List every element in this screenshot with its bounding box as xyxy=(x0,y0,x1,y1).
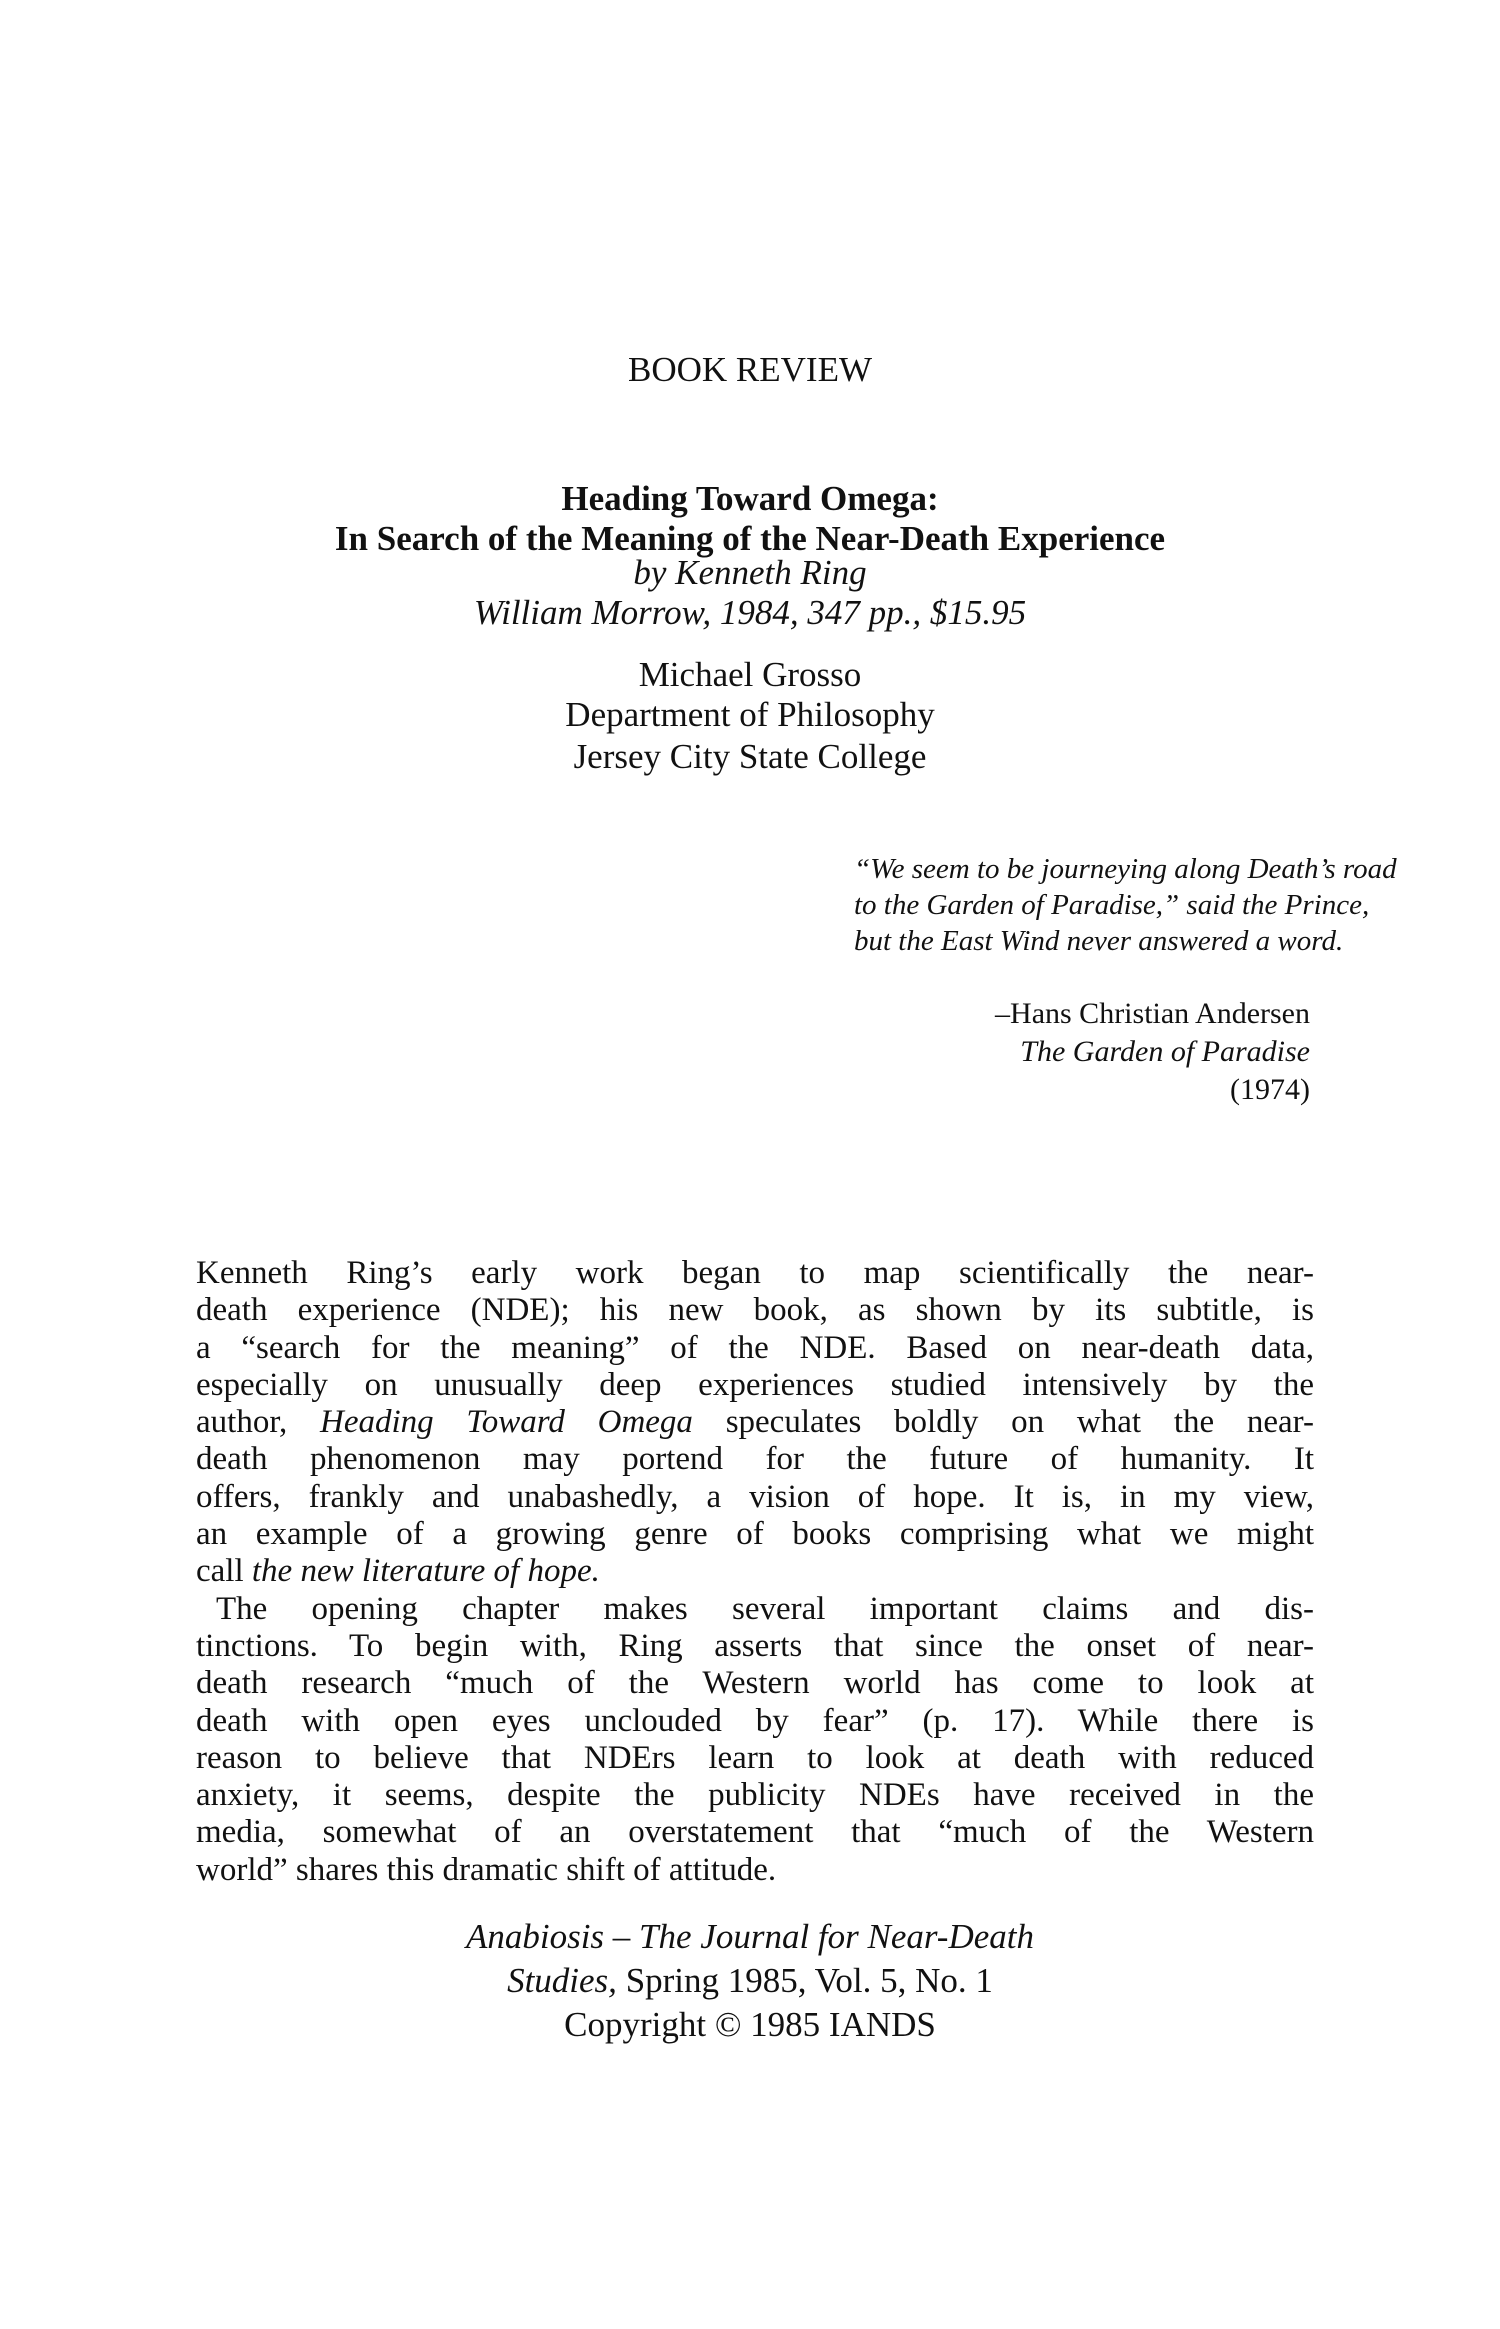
section-label: BOOK REVIEW xyxy=(628,350,872,389)
body-line xyxy=(196,1255,1314,1292)
body-line xyxy=(196,1665,1314,1702)
italic-text: the new literature of hope. xyxy=(251,1553,600,1590)
text: Kenneth Ring’s early work began to map scientifically the near- xyxy=(196,1255,1314,1291)
text: speculates boldly on what the near- xyxy=(692,1404,1314,1441)
body-line xyxy=(196,1740,1314,1777)
journal-studies: Studies, xyxy=(507,1961,617,2000)
body-line xyxy=(196,1367,1314,1404)
text: The opening chapter makes several important claims and dis- xyxy=(216,1590,1314,1627)
book-title: Heading Toward Omega: xyxy=(561,479,939,518)
body-line xyxy=(196,1814,1314,1851)
journal-issue-details: Spring 1985, Vol. 5, No. 1 xyxy=(616,1961,993,2000)
copyright: Copyright © 1985 IANDS xyxy=(564,2005,936,2044)
text: tinctions. To begin with, Ring asserts that since the onset of near- xyxy=(196,1627,1314,1664)
epigraph-line: but the East Wind never answered a word. xyxy=(854,925,1344,957)
text: anxiety, it seems, despite the publicity NDEs have received in the xyxy=(196,1777,1314,1814)
text: media, somewhat of an overstatement that “much of the Western xyxy=(196,1814,1314,1851)
text: especially on unusually deep experiences studied intensively by the xyxy=(196,1366,1314,1403)
italic-text: Heading Toward Omega xyxy=(320,1404,693,1441)
journal-issue xyxy=(0,1961,1500,2001)
text: death phenomenon may portend for the future of humanity. It xyxy=(196,1441,1314,1478)
epigraph-author: –Hans Christian Andersen xyxy=(995,997,1310,1030)
journal-name: Anabiosis – The Journal for Near-Death xyxy=(465,1917,1035,1956)
text: an example of a growing genre of books comprising what we might xyxy=(196,1516,1314,1553)
text: call xyxy=(196,1553,252,1590)
book-publisher: William Morrow, 1984, 347 pp., $15.95 xyxy=(473,593,1027,632)
text: author, xyxy=(196,1404,320,1441)
body-line xyxy=(196,1479,1314,1516)
body-line xyxy=(196,1852,1314,1889)
book-author: by Kenneth Ring xyxy=(633,553,867,592)
reviewer-name: Michael Grosso xyxy=(638,655,862,694)
reviewer-institution: Jersey City State College xyxy=(573,737,927,776)
text: death research “much of the Western world has come to look at xyxy=(196,1665,1314,1702)
epigraph-work: The Garden of Paradise xyxy=(1020,1035,1310,1068)
body-line xyxy=(196,1516,1314,1553)
reviewer-department: Department of Philosophy xyxy=(565,695,935,734)
body-line xyxy=(196,1703,1314,1740)
body-line xyxy=(196,1292,1314,1329)
body-line xyxy=(196,1591,1314,1628)
body-line xyxy=(196,1441,1314,1478)
text: death with open eyes unclouded by fear” (p. 17). While there is xyxy=(196,1702,1314,1739)
review-body xyxy=(196,1255,1314,1889)
book-subtitle: In Search of the Meaning of the Near-Death Experience xyxy=(334,519,1166,558)
epigraph-line: to the Garden of Paradise,” said the Prince, xyxy=(854,889,1370,921)
text: offers, frankly and unabashedly, a vision of hope. It is, in my view, xyxy=(196,1478,1314,1515)
body-line xyxy=(196,1777,1314,1814)
epigraph-quote xyxy=(854,851,1397,959)
body-line xyxy=(196,1404,1314,1441)
text: world” shares this dramatic shift of attitude. xyxy=(196,1851,777,1888)
text: a “search for the meaning” of the NDE. Based on near-death data, xyxy=(196,1329,1314,1366)
body-line xyxy=(196,1553,1314,1590)
epigraph-line: “We seem to be journeying along Death’s road xyxy=(854,853,1397,885)
epigraph-year: (1974) xyxy=(1230,1073,1310,1106)
text: reason to believe that NDErs learn to look at death with reduced xyxy=(196,1739,1314,1776)
text: death experience (NDE); his new book, as shown by its subtitle, is xyxy=(196,1292,1314,1329)
body-line xyxy=(196,1330,1314,1367)
body-line xyxy=(196,1628,1314,1665)
